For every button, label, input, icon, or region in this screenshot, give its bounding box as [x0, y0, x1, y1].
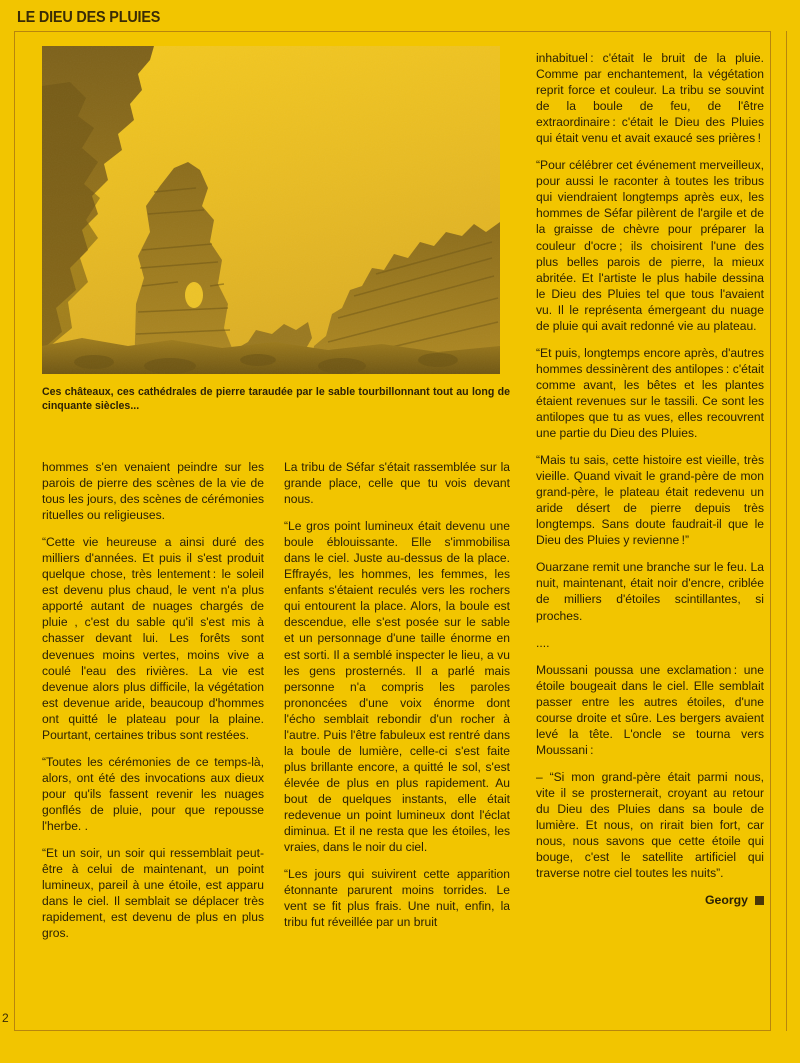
paragraph: inhabituel : c'était le bruit de la pluie. Comme par enchantement, la végétation reprit force et couleur. La tribu se souvint de la boule de feu, de l'être extraordinaire : c'était le Dieu des Pluies qui était venu et avait exaucé ses prières !	[536, 51, 764, 146]
paragraph: ....	[536, 635, 550, 650]
paragraph: “Toutes les cérémonies de ce temps-là, alors, ont été des invocations aux dieux pour qu'ils fassent revenir les nuages gonflés de pluie, pour que repousse l'herbe. .	[42, 754, 264, 833]
article-photo	[42, 46, 500, 374]
paragraph: Ouarzane remit une branche sur le feu. La nuit, maintenant, était noir d'encre, criblée de milliers d'étoiles scintillantes, si proches.	[536, 560, 764, 623]
rock-formation-photo-graphic	[42, 46, 500, 374]
text-column-3	[536, 50, 764, 908]
paragraph: “Le gros point lumineux était devenu une boule éblouissante. Elle s'immobilisa dans le ciel. Juste au-dessus de la place. Effrayés, les hommes, les femmes, les enfants s'étaient reculés vers les rochers qui entourent la place. Alors, la boule est descendue, elle s'est posée sur le sable et un personnage d'une taille énorme en est sorti. Il a semblé inspecter le lieu, a vu les gens prosternés. Il a parlé mais personne n'a compris les paroles prononcées d'une voix énorme dont l'écho semblait rebondir d'un rocher à l'autre. Puis l'être fabuleux est rentré dans la boule de lumière, celle-ci s'est faite plus brillante encore, a quitté le sol, s'est élevée de plus en plus rapidement. Au bout de quelques instants, elle était redevenue un point lumineux dont l'éclat diminua. Et il ne resta que les étoiles, les vraies, dans le noir du ciel.	[284, 519, 510, 855]
text-column-2	[284, 459, 510, 941]
paragraph: “Cette vie heureuse a ainsi duré des milliers d'années. Et puis il s'est produit quelque chose, très lentement : le soleil est devenu plus chaud, le vent n'a plus apporté autant de nuages chargés de pluie , c'est du sable qu'il s'est mis à chasser devant lui. Les forêts sont devenues moins vertes, moins vive a coulé l'eau des rivières. La vie est devenue alors plus difficile, la végétation est devenue aride, beaucoup d'hommes ont quitté le plateau pour la plaine. Pourtant, certaines tribus sont restées.	[42, 535, 264, 742]
end-of-article-mark	[755, 896, 764, 905]
text-column-1	[42, 459, 264, 952]
page-number: 2	[2, 1011, 9, 1025]
paragraph: “Mais tu sais, cette histoire est vieille, très vieille. Quand vivait le grand-père de mon grand-père, le plateau était redevenu un aride désert de pierre depuis très longtemps. Sans doute faudrait-il que le Dieu des Pluies y revienne !”	[536, 453, 764, 548]
paragraph: Moussani poussa une exclamation : une étoile bougeait dans le ciel. Elle semblait passer entre les autres étoiles, d'une course droite et sûre. Les bergers avaient levé la tête. L'oncle se tourna vers Moussani :	[536, 662, 764, 757]
page-title: LE DIEU DES PLUIES	[17, 9, 161, 26]
article-byline	[536, 892, 764, 908]
paragraph: – “Si mon grand-père était parmi nous, vite il se prosternerait, croyant au retour du Dieu des Pluies dans sa boule de lumière. Et nous, on rirait bien fort, car nous, nous savons que cette étoile qui bouge, c'est le satellite artificiel qui traverse notre ciel toutes les nuits”.	[536, 769, 764, 881]
paragraph: La tribu de Séfar s'était rassemblée sur la grande place, celle que tu vois devant nous.	[284, 460, 510, 507]
paragraph: hommes s'en venaient peindre sur les parois de pierre des scènes de la vie de tous les jours, des scènes de cérémonies rituelles ou religieuses.	[42, 460, 264, 523]
paragraph: “Et puis, longtemps encore après, d'autres hommes dessinèrent des antilopes : c'était comme avant, les bêtes et les plantes étaient revenues sur le tassili. Ce sont les antilopes que tu as vues, elles recouvrent une partie du Dieu des Pluies.	[536, 345, 764, 441]
paragraph: “Pour célébrer cet événement merveilleux, pour aussi le raconter à toutes les tribus qui viendraient longtemps après eux, les hommes de Séfar pilèrent de l'argile et de la graisse de chèvre pour préparer la couleur d'ocre ; ils choisirent l'une des plus belles parois de pierre, la mieux abritée. Et l'artiste le plus habile dessina le Dieu des Pluies tel que tous l'avaient vu. Il le représenta émergeant du nuage de pluie qui avait redonné vie au plateau.	[536, 158, 764, 333]
photo-caption: Ces châteaux, ces cathédrales de pierre taraudée par le sable tourbillonnant tout au long de cinquante siècles...	[42, 386, 510, 412]
paragraph: “Et un soir, un soir qui ressemblait peut-être à celui de maintenant, un point lumineux, pareil à une étoile, est apparu dans le ciel. Il semblait se déplacer très rapidement, est devenu de plus en plus gros.	[42, 846, 264, 941]
page-edge-rule	[786, 31, 787, 1031]
author-name: Georgy	[704, 893, 748, 908]
paragraph: “Les jours qui suivirent cette apparition étonnante parurent moins torrides. Le vent se fit plus frais. Une nuit, enfin, la tribu fut réveillée par un bruit	[284, 867, 510, 930]
